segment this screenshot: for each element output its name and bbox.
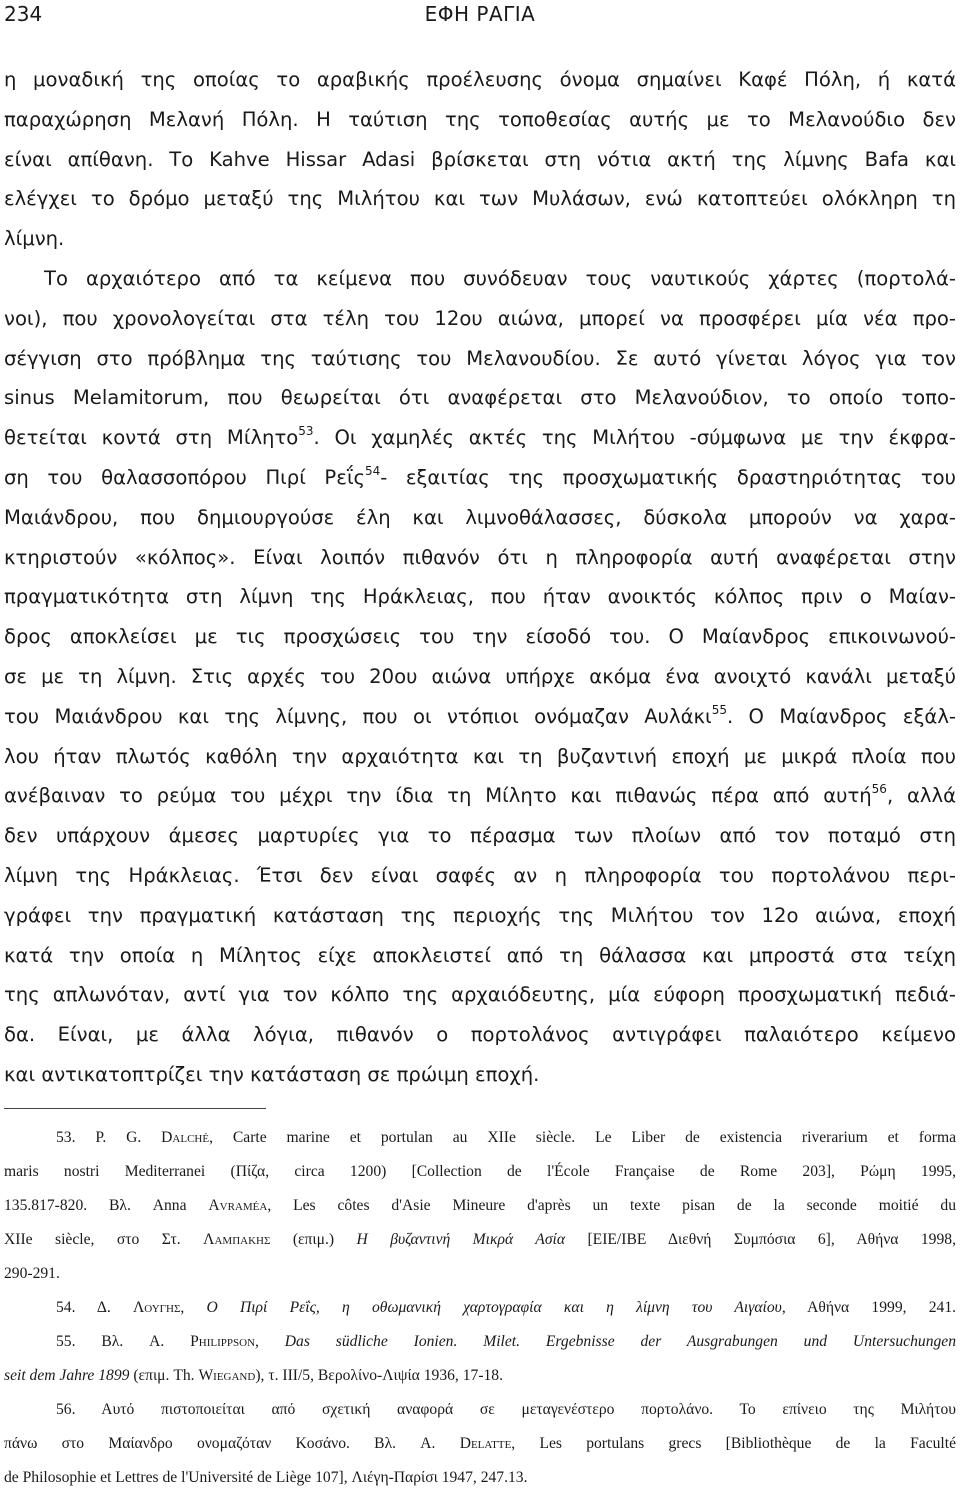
body-line: κατά την οποία η Μίλητος είχε αποκλειστεί από τη θάλασσα και μπροστά στα τείχη	[4, 943, 956, 967]
body-line: λίμνη της Ηράκλειας. Έτσι δεν είναι σαφές αν η πληροφορία του πορτολάνου περι-	[4, 863, 956, 887]
footnote-line: 135.817-820. Βλ. Anna Avraméa, Les côtes d'Asie Mineure d'après un texte pisan de la seconde moitié du	[4, 1197, 957, 1214]
body-line: νοι), που χρονολογείται στα τέλη του 12ου αιώνα, μπορεί να προσφέρει μία νέα προ-	[4, 306, 956, 330]
body-line: θετείται κοντά στη Μίλητο$^{53}$. Οι χαμηλές ακτές της Μιλήτου -σύμφωνα με την έκφρα-	[4, 424, 956, 450]
footnote-separator	[4, 1108, 266, 1109]
footnote-line: XIIe siècle, στο Στ. Λαμπακης (επιμ.) Η βυζαντινή Μικρά Ασία [ΕΙΕ/ΙΒΕ Διεθνή Συμπόσια 6], Αθήνα 1998,	[4, 1231, 956, 1248]
body-line: σέγγιση στο πρόβλημα της ταύτισης του Μελανουδίου. Σε αυτό γίνεται λόγος για τον	[4, 346, 956, 370]
body-line: δα. Είναι, με άλλα λόγια, πιθανόν ο πορτολάνος αντιγράφει παλαιότερο κείμενο	[4, 1023, 956, 1047]
running-title: ΕΦΗ ΡΑΓΙΑ	[424, 2, 536, 26]
body-line: λου ήταν πλωτός καθόλη την αρχαιότητα και τη βυζαντινή εποχή με μικρά πλοία που	[4, 744, 956, 768]
body-line: Το αρχαιότερο από τα κείμενα που συνόδευαν τους ναυτικούς χάρτες (πορτολά-	[44, 266, 956, 290]
body-line: ανέβαιναν το ρεύμα του μέχρι την ίδια τη Μίλητο και πιθανώς πέρα από αυτή$^{56}$, αλλά	[4, 782, 956, 808]
body-line: λίμνη.	[4, 227, 65, 251]
body-line: του Μαιάνδρου και της λίμνης, που οι ντόπιοι ονόμαζαν Αυλάκι$^{55}$. Ο Μαίανδρος εξάλ-	[4, 702, 956, 728]
body-line: πραγματικότητα στη λίμνη της Ηράκλειας, που ήταν ανοικτός κόλπος πριν ο Μαίαν-	[4, 585, 956, 609]
body-line: δεν υπάρχουν άμεσες μαρτυρίες για το πέρασμα των πλοίων από τον ποταμό στη	[4, 824, 956, 848]
body-line: ση του θαλασσοπόρου Πιρί Ρεΐς$^{54}$- εξαιτίας της προσχωματικής δραστηριότητας του	[4, 463, 956, 489]
body-line: σε με τη λίμνη. Στις αρχές του 20ου αιώνα υπήρχε ακόμα ένα ανοιχτό κανάλι μεταξύ	[4, 664, 956, 688]
footnotes	[4, 1121, 956, 1495]
body-line: sinus Melamitorum, που θεωρείται ότι αναφέρεται στο Μελανούδιον, το οποίο τοπο-	[4, 386, 956, 410]
footnote-ref: 54	[364, 463, 381, 478]
footnote-line: 54. Δ. Λουγης, Ο Πιρί Ρεΐς, η οθωμανική χαρτογραφία και η λίμνη του Αιγαίου, Αθήνα 1999, 241.	[56, 1299, 957, 1316]
body-line: της απλωνόταν, αντί για τον κόλπο της αρχαιόδευτης, μία εύφορη προσχωματική πεδιά-	[4, 983, 956, 1007]
footnote-line: 290-291.	[4, 1265, 60, 1282]
page-number: 234	[4, 2, 43, 26]
body-line: ελέγχει το δρόμο μεταξύ της Μιλήτου και των Μυλάσων, ενώ κατοπτεύει ολόκληρη τη	[4, 187, 956, 211]
body-text	[4, 60, 956, 1095]
body-line: είναι απίθανη. Το Kahve Hissar Adasi βρίσκεται στη νότια ακτή της λίμνης Bafa και	[4, 147, 956, 171]
body-line: Μαιάνδρου, που δημιουργούσε έλη και λιμνοθάλασσες, δύσκολα μπορούν να χαρα-	[4, 505, 956, 529]
body-line: και αντικατοπτρίζει την κατάσταση σε πρώιμη εποχή.	[4, 1062, 540, 1086]
body-line: κτηριστούν «κόλπος». Είναι λοιπόν πιθανόν ότι η πληροφορία αυτή αναφέρεται στην	[4, 545, 956, 569]
footnote-line: πάνω στο Μαίανδρο ονομαζόταν Κοσάνο. Βλ. A. Delatte, Les portulans grecs [Bibliothèque de la Faculté	[4, 1435, 957, 1452]
body-line: παραχώρηση Μελανή Πόλη. Η ταύτιση της τοποθεσίας αυτής με το Μελανούδιο δεν	[4, 107, 956, 131]
page-header	[0, 2, 960, 32]
body-line: η μοναδική της οποίας το αραβικής προέλευσης όνομα σημαίνει Καφέ Πόλη, ή κατά	[4, 68, 956, 91]
footnote-ref: 53	[298, 424, 314, 439]
footnote-line: 55. Βλ. A. Philippson, Das südliche Ionien. Milet. Ergebnisse der Ausgrabungen und Untersuchungen	[56, 1333, 957, 1350]
footnote-line: seit dem Jahre 1899 (επιμ. Th. Wiegand), τ. III/5, Βερολίνο-Λιψία 1936, 17-18.	[4, 1367, 504, 1384]
footnote-line: de Philosophie et Lettres de l'Université de Liège 107], Λιέγη-Παρίσι 1947, 247.13.	[4, 1469, 528, 1486]
footnote-line: 56. Αυτό πιστοποιείται από σχετική αναφορά σε μεταγενέστερο πορτολάνο. Το επίνειο της Μιλήτου	[56, 1401, 956, 1418]
footnote-ref: 56	[871, 782, 887, 797]
body-line: δρος αποκλείσει με τις προσχώσεις του την είσοδό του. Ο Μαίανδρος επικοινωνού-	[4, 625, 956, 649]
footnote-line: maris nostri Mediterranei (Πίζα, circa 1200) [Collection de l'École Française de Rome 203], Ρώμη 1995,	[4, 1163, 956, 1180]
body-line: γράφει την πραγματική κατάσταση της περιοχής της Μιλήτου τον 12ο αιώνα, εποχή	[4, 903, 956, 927]
footnote-line: 53. P. G. Dalché, Carte marine et portulan au XIIe siècle. Le Liber de existencia riverarium et forma	[56, 1129, 956, 1146]
footnote-ref: 55	[711, 702, 727, 717]
